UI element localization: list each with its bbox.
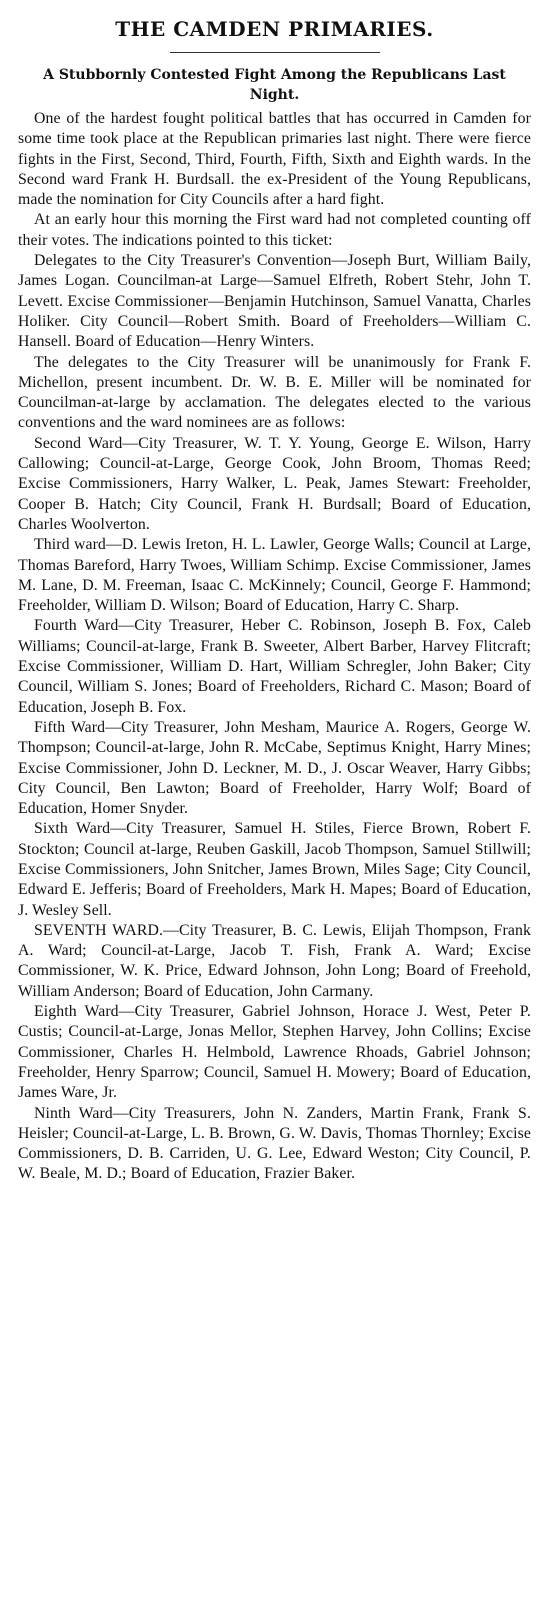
paragraph-eighth-ward: Eighth Ward—City Treasurer, Gabriel Johnson, Horace J. West, Peter P. Custis; Council-at-Large, Jonas Mellor, Stephen Harvey, John Collins; Excise Commissioner, Charles H. Helmbold, Lawrence Rhoads, Gabriel Johnson; Freeholder, Henry Sparrow; Council, Samuel H. Mowery; Board of Education, James Ware, Jr. bbox=[18, 1003, 531, 1102]
paragraph-intro: One of the hardest fought political battles that has occurred in Camden for some time took place at the Republican primaries last night. There were fierce fights in the First, Second, Third, Fourth, Fifth, Sixth and Eighth wards. In the Second ward Frank H. Burdsall. the ex-President of the Young Republicans, made the nomination for City Councils after a hard fight. bbox=[18, 110, 531, 209]
paragraph-ninth-ward: Ninth Ward—City Treasurers, John N. Zanders, Martin Frank, Frank S. Heisler; Council-at-Large, L. B. Brown, G. W. Davis, Thomas Thornley; Excise Commissioners, D. B. Carriden, U. G. Lee, Edward Weston; City Council, P. W. Beale, M. D.; Board of Education, Frazier Baker. bbox=[18, 1104, 531, 1183]
paragraph-delegates: The delegates to the City Treasurer will be unanimously for Frank F. Michellon, present incumbent. Dr. W. B. E. Miller will be nominated for Councilman-at-large by acclamation. The delegates elected to the various conventions and the ward nominees are as follows: bbox=[18, 353, 531, 432]
article-headline: THE CAMDEN PRIMARIES. bbox=[115, 17, 434, 41]
paragraph-fifth-ward: Fifth Ward—City Treasurer, John Mesham, Maurice A. Rogers, George W. Thompson; Council-at-large, John R. McCabe, Septimus Knight, Harry Mines; Excise Commissioner, John D. Leckner, M. D., J. Oscar Weaver, Harry Gibbs; City Council, Ben Lawton; Board of Freeholder, Harry Wolf; Board of Education, Homer Snyder. bbox=[18, 718, 531, 818]
paragraph-third-ward: Third ward—D. Lewis Ireton, H. L. Lawler, George Walls; Council at Large, Thomas Bareford, Harry Twoes, William Schimp. Excise Commissioner, James M. Lane, D. M. Freeman, Isaac C. McKinnely; Council, George F. Hammond; Freeholder, William D. Wilson; Board of Education, Harry C. Sharp. bbox=[18, 536, 531, 615]
paragraph-second-ward: Second Ward—City Treasurer, W. T. Y. Young, George E. Wilson, Harry Callowing; Council-at-Large, George Cook, John Broom, Thomas Reed; Excise Commissioners, Harry Walker, L. Peak, James Stewart: Freeholder, Cooper B. Hatch; City Council, Frank H. Burdsall; Board of Education, Charles Woolverton. bbox=[18, 434, 531, 533]
paragraph-seventh-ward: SEVENTH WARD.—City Treasurer, B. C. Lewis, Elijah Thompson, Frank A. Ward; Council-at-Large, Jacob T. Fish, Frank A. Ward; Excise Commissioner, W. K. Price, Edward Johnson, John Long; Board of Freehold, William Anderson; Board of Education, John Carmany. bbox=[18, 921, 531, 1000]
paragraph-fourth-ward: Fourth Ward—City Treasurer, Heber C. Robinson, Joseph B. Fox, Caleb Williams; Council-at-large, Frank B. Sweeter, Albert Barber, Harvey Flitcraft; Excise Commissioner, William D. Hart, William Schregler, John Baker; City Council, William S. Jones; Board of Freeholders, Richard C. Mason; Board of Education, Joseph B. Fox. bbox=[18, 617, 531, 716]
paragraph-first-ward-ticket: Delegates to the City Treasurer's Convention—Joseph Burt, William Baily, James Logan. Councilman-at Large—Samuel Elfreth, Robert Stehr, John T. Levett. Excise Commissioner—Benjamin Hutchinson, Samuel Vanatta, Charles Holiker. City Council—Robert Smith. Board of Freeholders—William C. Hansell. Board of Education—Henry Winters. bbox=[18, 252, 531, 351]
paragraph-sixth-ward: Sixth Ward—City Treasurer, Samuel H. Stiles, Fierce Brown, Robert F. Stockton; Council at-large, Reuben Gaskill, Jacob Thompson, Samuel Stillwill; Excise Commissioners, John Snitcher, James Brown, Miles Sage; City Council, Edward E. Jefferis; Board of Freeholders, Mark H. Mapes; Board of Education, J. Wesley Sell. bbox=[18, 820, 531, 919]
headline-divider bbox=[170, 52, 380, 53]
article-body bbox=[18, 109, 531, 1185]
paragraph-first-ward-status: At an early hour this morning the First ward had not completed counting off their votes. The indications pointed to this ticket: bbox=[18, 211, 531, 249]
article-subhead: A Stubbornly Contested Fight Among the Republicans Last Night. bbox=[43, 67, 506, 103]
